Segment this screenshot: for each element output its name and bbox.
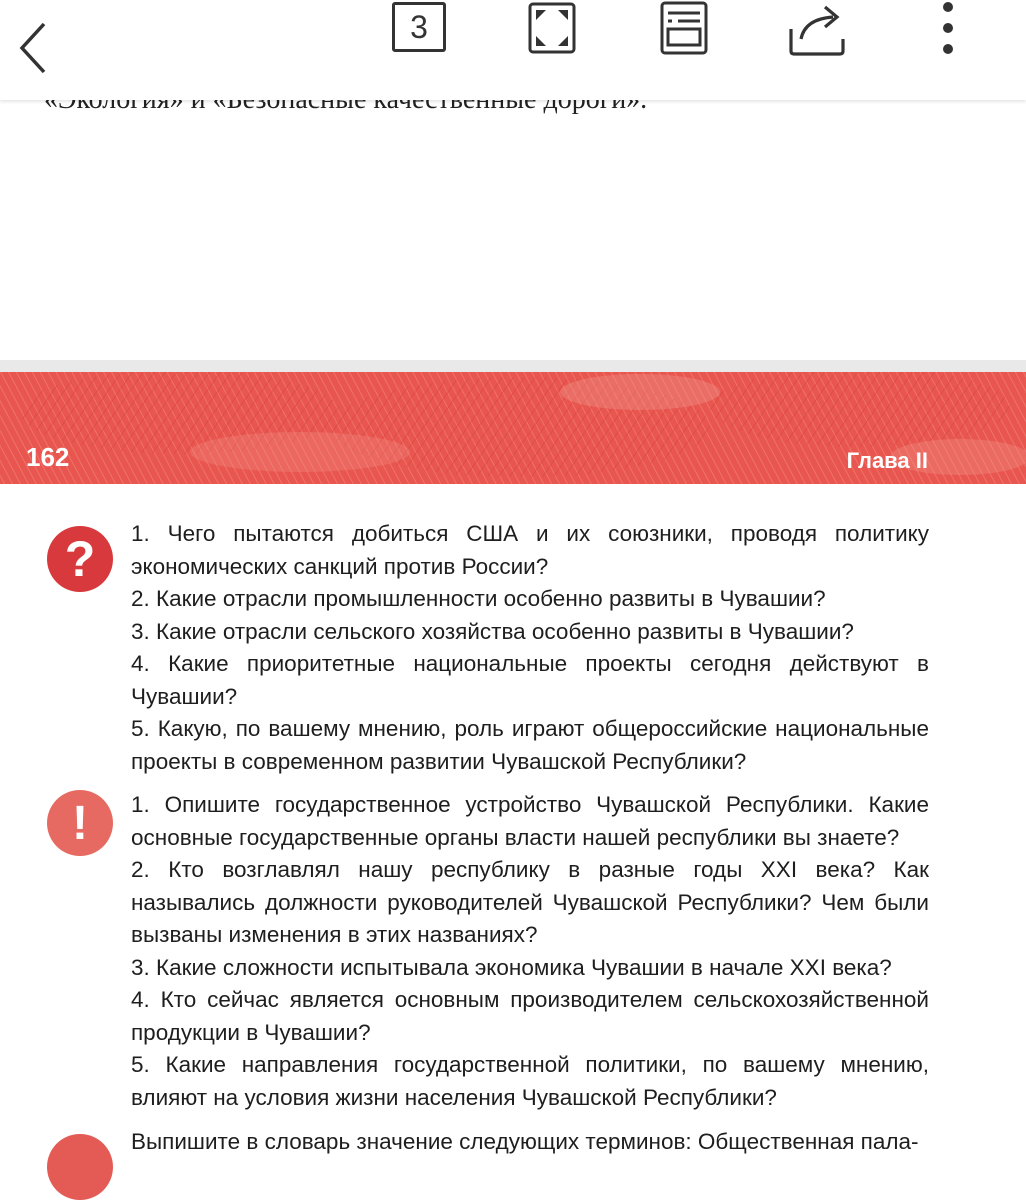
page-gap <box>0 360 1026 372</box>
list-item: 5. Какую, по вашему мнению, роль играют общероссийские национальные проекты в современном развитии Чувашской Республики? <box>131 716 929 774</box>
page-count-button[interactable] <box>392 2 446 52</box>
question-mark-icon <box>47 526 113 592</box>
back-arrow-icon <box>10 20 50 80</box>
dictionary-task-text: Выпишите в словарь значение следующих терминов: Общественная пала- <box>131 1129 919 1154</box>
back-button[interactable] <box>0 0 60 100</box>
list-item: 4. Кто сейчас является основным производителем сельскохозяйственной продукции в Чувашии? <box>131 987 929 1045</box>
review-questions-list <box>131 518 929 778</box>
fullscreen-button[interactable] <box>526 0 578 56</box>
list-item: 2. Кто возглавлял нашу республику в разные годы XXI века? Как назывались должности руководителей Чувашской Республики? Чем были вызваны изменения в этих названиях? <box>131 857 929 947</box>
page-count-label: 3 <box>410 8 428 45</box>
chapter-title: Глава II <box>846 448 928 473</box>
list-item: 2. Какие отрасли промышленности особенно развиты в Чувашии? <box>131 586 826 611</box>
fullscreen-icon <box>528 2 576 54</box>
share-icon <box>787 1 847 57</box>
more-button[interactable] <box>934 0 962 58</box>
reading-mode-button[interactable] <box>658 0 710 56</box>
page-number: 162 <box>26 442 70 472</box>
more-vert-icon <box>938 1 958 57</box>
list-item: 1. Чего пытаются добиться США и их союзники, проводя политику экономических санкций против России? <box>131 521 929 579</box>
list-item: 5. Какие направления государственной политики, по вашему мнению, влияют на условия жизни населения Чувашской Республики? <box>131 1052 929 1110</box>
list-item: 1. Опишите государственное устройство Чувашской Республики. Какие основные государственные органы власти нашей республики вы знаете? <box>131 792 929 850</box>
tasks-list <box>131 789 929 1114</box>
question-badge-label: ? <box>64 531 96 587</box>
list-item: 3. Какие отрасли сельского хозяйства особенно развиты в Чувашии? <box>131 618 854 644</box>
exclamation-icon <box>47 790 113 856</box>
reading-mode-icon <box>659 1 709 55</box>
top-toolbar <box>0 0 1026 100</box>
share-button[interactable] <box>786 0 848 58</box>
list-item: 4. Какие приоритетные национальные проекты сегодня действуют в Чувашии? <box>131 651 929 709</box>
task-badge-label: ! <box>72 796 88 850</box>
list-item: 3. Какие сложности испытывала экономика Чувашии в начале XXI века? <box>131 954 892 980</box>
